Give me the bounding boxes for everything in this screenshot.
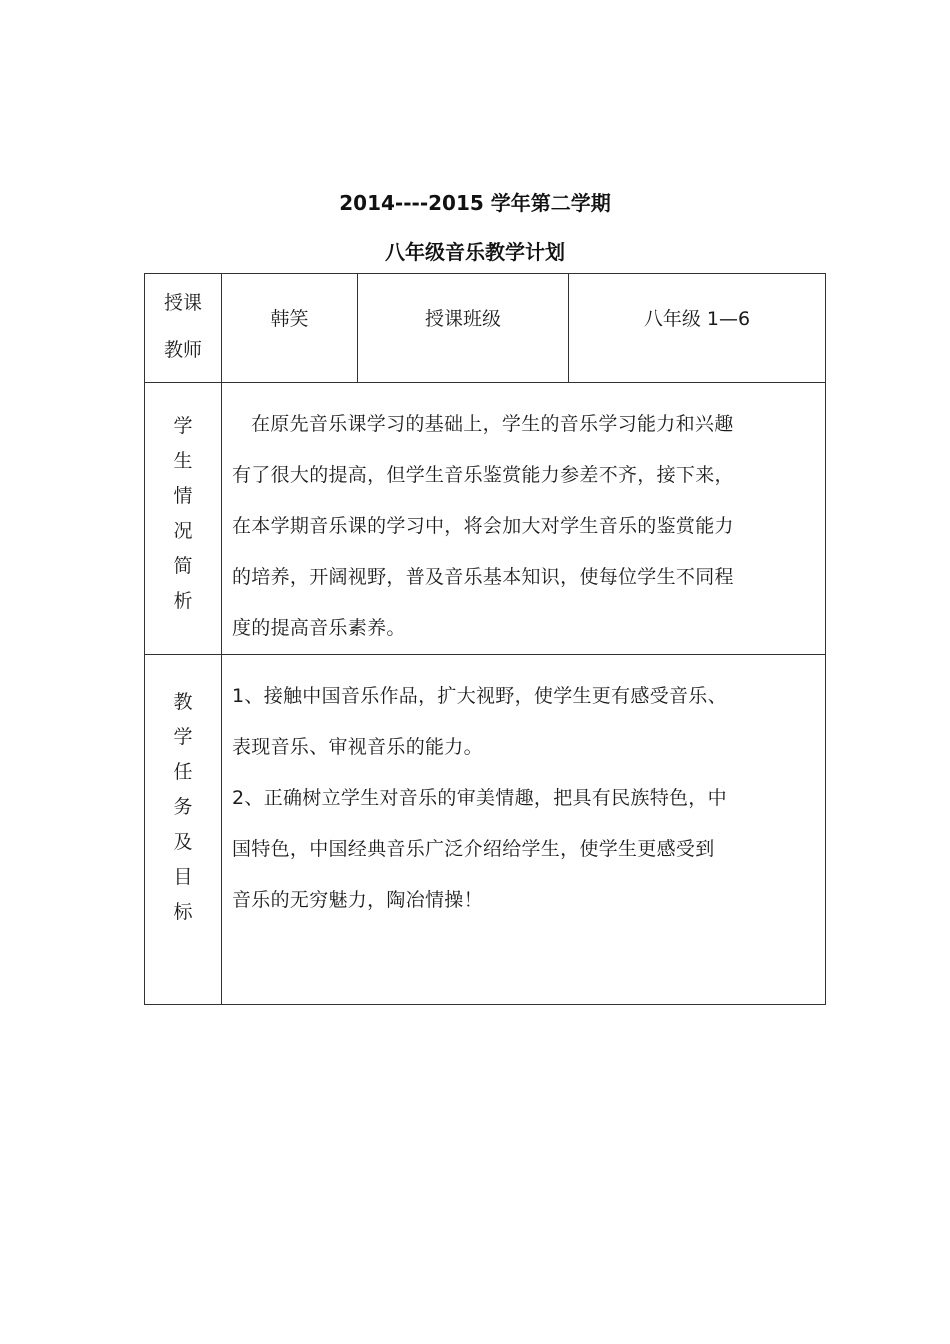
analysis-line: 度的提高音乐素养。 [232,617,406,639]
student-analysis-row [145,383,826,655]
label-char: 教 [173,691,193,713]
goal-line: 国特色，中国经典音乐广泛介绍给学生，使学生更感受到 [232,838,715,860]
label-char: 情 [173,485,193,507]
analysis-line: 在原先音乐课学习的基础上，学生的音乐学习能力和兴趣 [251,413,734,435]
student-analysis-content [222,383,826,655]
label-char: 况 [173,520,193,542]
analysis-line: 的培养，开阔视野，普及音乐基本知识，使每位学生不同程 [232,566,734,588]
label-char: 学 [173,726,193,748]
teacher-label-line1: 授课 [163,292,202,314]
label-char: 任 [173,761,193,783]
goal-line: 1、接触中国音乐作品，扩大视野，使学生更有感受音乐、 [232,685,727,707]
label-char: 务 [173,796,193,818]
class-label: 授课班级 [358,274,569,383]
teaching-goals-row [145,655,826,1005]
label-char: 析 [173,590,193,612]
analysis-line: 在本学期音乐课的学习中，将会加大对学生音乐的鉴赏能力 [232,515,734,537]
analysis-line: 有了很大的提高，但学生音乐鉴赏能力参差不齐，接下来， [232,464,734,486]
teacher-row [145,274,826,383]
class-value: 八年级 1—6 [569,274,826,383]
teacher-label-line2: 教师 [163,339,202,361]
goal-line: 2、正确树立学生对音乐的审美情趣，把具有民族特色，中 [232,787,727,809]
teacher-label-cell [145,274,222,383]
teaching-goals-label [145,655,222,1005]
document-subtitle: 八年级音乐教学计划 [385,240,565,264]
label-char: 标 [173,901,193,923]
label-char: 目 [173,866,193,888]
label-char: 学 [173,415,193,437]
student-analysis-label [145,383,222,655]
label-char: 简 [173,555,193,577]
teaching-goals-content [222,655,826,1005]
label-char: 生 [173,450,193,472]
goal-line: 表现音乐、审视音乐的能力。 [232,736,483,758]
label-char: 及 [173,831,193,853]
teacher-name: 韩笑 [222,274,358,383]
goal-line: 音乐的无穷魅力，陶冶情操！ [232,889,483,911]
document-title: 2014----2015 学年第二学期 [339,191,611,215]
teaching-plan-table [144,273,826,1005]
